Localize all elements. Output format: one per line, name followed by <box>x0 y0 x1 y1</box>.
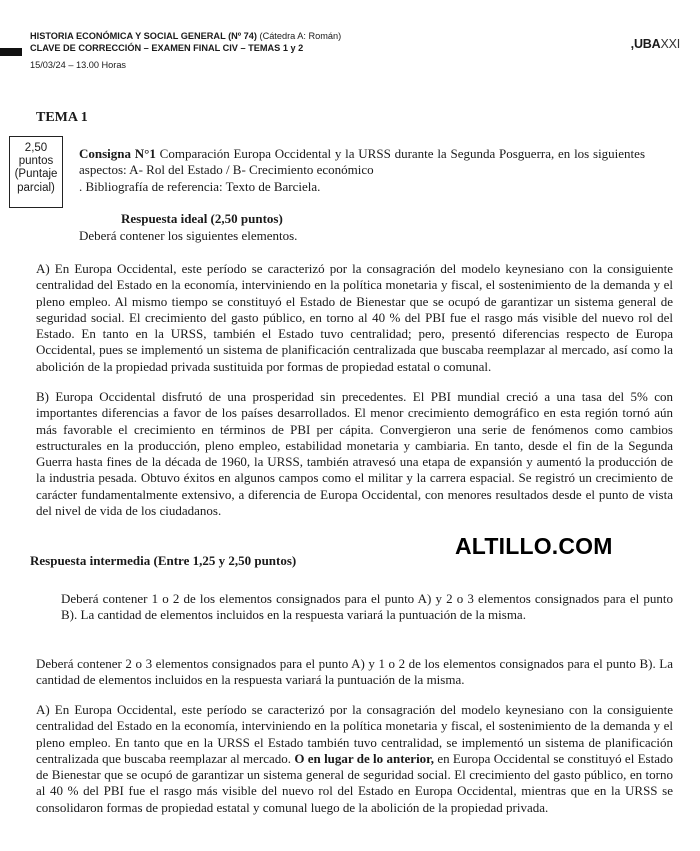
intermedia-paragraph-2: Deberá contener 2 o 3 elementos consignados para el punto A) y 1 o 2 de los elementos consignados para el punto B). La cantidad de elementos incluidos en la respuesta variará la puntuación de la misma. <box>36 656 673 688</box>
consigna <box>79 146 645 179</box>
consigna-label: Consigna N°1 <box>79 146 156 161</box>
points-value: 2,50 <box>24 142 48 154</box>
ideal-paragraph-b: B) Europa Occidental disfrutó de una prosperidad sin precedentes. El PBI mundial creció a una tasa del 5% con importantes diferencias a favor de los países desarrollados. El menor crecimiento demográfico en esta región tornó aún más favorable el crecimiento en términos de PBI per cápita. Convergieron una serie de fenómenos como cambios estructurales en la producción, pleno empleo, estabilidad monetaria y cambiaria. En tanto, desde el fin de la Segunda Guerra hasta fines de la década de 1960, la URSS, también atravesó una etapa de expansión y aumentó la producción de la industria pesada. Obtuvo éxitos en algunos campos como el militar y la carrera espacial. Se registró un crecimiento de carácter fundamentalmente extensivo, a diferencia de Europa Occidental, con menores resultados desde el punto de vista del nivel de vida de los ciudadanos. <box>36 389 673 519</box>
alternative-note: O en lugar de lo anterior, <box>294 750 435 766</box>
header-line-1 <box>30 30 341 42</box>
header-date: 15/03/24 – 13.00 Horas <box>30 60 127 70</box>
consigna-text: Comparación Europa Occidental y la URSS durante la Segunda Posguerra, en los siguientes aspectos: A- Rol del Estado / B- Crecimiento económico <box>79 146 645 178</box>
ideal-subtitle: Deberá contener los siguientes elementos. <box>79 228 298 243</box>
consigna-biblio: . Bibliografía de referencia: Texto de Barciela. <box>79 179 321 194</box>
points-note-2: parcial) <box>17 181 55 194</box>
intermedia-paragraph-3: A) En Europa Occidental, este período se caracterizó por la consagración del modelo keynesiano con la consiguiente centralidad del Estado en la economía, interviniendo en la política monetaria y fiscal, el sostenimiento de la demanda y el pleno empleo. En tanto que en la URSS el Estado también tuvo centralidad, se implementó un sistema de planificación centralizada que buscaba reemplazar al mercado. O en lugar de lo anterior, en Europa Occidental se constituyó el Estado de Bienestar que se ocupó de garantizar un sistema general de seguridad social. El crecimiento del gasto público, en torno al 40 % del PBI fue el rasgo más visible del nuevo rol del Estado en Europa Occidental, mientras que en la URSS se consolidaron formas de propiedad estatal y comunal luego de la abolición de la propiedad privada. <box>36 702 674 815</box>
points-box <box>9 136 63 208</box>
intermedia-paragraph-1: Deberá contener 1 o 2 de los elementos consignados para el punto A) y 2 o 3 elementos consignados para el punto B). La cantidad de elementos incluidos en la respuesta variará la puntuación de la misma. <box>61 591 673 623</box>
uba-logo: ,UBAXXI <box>630 37 680 51</box>
intermedia-title: Respuesta intermedia (Entre 1,25 y 2,50 puntos) <box>30 553 297 568</box>
course-title: HISTORIA ECONÓMICA Y SOCIAL GENERAL (Nº 74) <box>30 31 257 41</box>
header-left-bar <box>0 48 22 56</box>
tema-title: TEMA 1 <box>36 110 88 125</box>
header-line-2: CLAVE DE CORRECCIÓN – EXAMEN FINAL CIV – TEMAS 1 y 2 <box>30 43 304 53</box>
points-unit: puntos <box>18 155 54 168</box>
altillo-watermark: ALTILLO.COM <box>455 533 613 559</box>
points-note-1: (Puntaje <box>14 168 58 181</box>
course-chair: (Cátedra A: Román) <box>256 31 342 41</box>
ideal-title: Respuesta ideal (2,50 puntos) <box>121 211 283 226</box>
ideal-paragraph-a: A) En Europa Occidental, este período se caracterizó por la consagración del modelo keynesiano con la consiguiente centralidad del Estado en la economía, interviniendo en la política monetaria y fiscal, el sostenimiento de la demanda y el pleno empleo. Al mismo tiempo se constituyó el Estado de Bienestar que se ocupó de garantizar un sistema general de seguridad social. El crecimiento del gasto público, en torno al 40 % del PBI fue el rasgo más visible del nuevo rol del Estado. En tanto en la URSS, también el Estado tuvo centralidad; pero, presentó diferencias respecto de Europa Occidental, pues se implementó un sistema de planificación centralizada que buscaba reemplazar al mercado, así como la abolición de la propiedad privada sustituida por formas de propiedad estatal o comunal. <box>36 261 673 374</box>
